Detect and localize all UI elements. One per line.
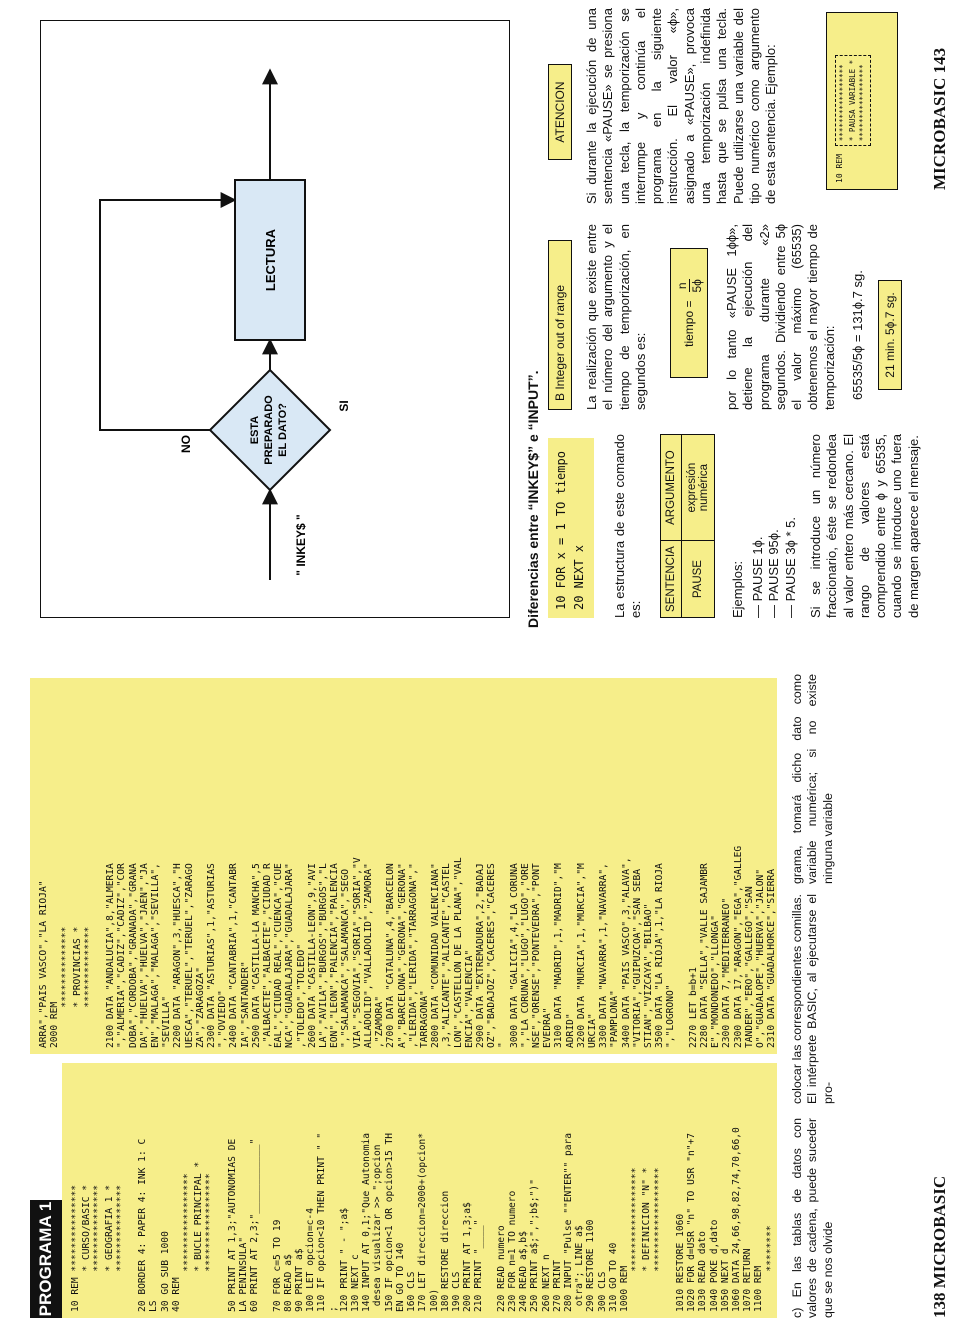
program-line: ***************** <box>182 1173 194 1312</box>
pause-banner-line: * PAUSA VARIABLE * <box>848 59 857 142</box>
program-line: ZA","ZARAGOZA" <box>194 967 206 1048</box>
pause-banner <box>835 55 871 146</box>
program-line: 2800 DATA "COMUNIDAD VALENCIANA" <box>430 863 442 1048</box>
para-por-lo-tanto: por lo tanto «PAUSE 1ϕϕ», detiene la ejecución del programa durante «2» segundos. Dividiendo entre 5ϕ el valor máximo (65535) obtenemos el mayor tiempo de temporización: <box>724 224 837 410</box>
para-pause: Si durante la ejecución de una sentencia «PAUSE» se presiona una tecla, la temporización se interrumpe y continúa el programa en la siguiente instrucción. El valor «ϕ», asignado a «PAUSE», provoca una temporización indefinida hasta que se pulsa una tecla. Puede utilizarse una variable del tipo numérico como argumento de esta sentencia. Ejemplo: <box>584 8 779 204</box>
flowchart <box>30 0 510 640</box>
program-line: 2300 DATA "ASTURIAS",1,"ASTURIAS <box>206 863 218 1048</box>
program-line: 2310 DATA "GUADALHORCE","SIERRA <box>766 868 777 1048</box>
ejemplo-item: — PAUSE 1ϕ. <box>750 536 765 618</box>
atencion-box: ATENCION <box>548 64 572 160</box>
program-line: E","MONDONEDO","LLONGA" <box>710 915 722 1048</box>
program-line: 20 BORDER 4: PAPER 4: INK 1: C <box>137 1138 149 1312</box>
program-line: 50 PRINT AT 1,3;"AUTONOMIAS DE <box>226 1138 238 1312</box>
program-line <box>94 684 105 1048</box>
program-listing-left <box>62 1063 777 1318</box>
program-line: A","BARCELONA","GERONA","GERONA" <box>396 863 408 1048</box>
program-line: 280 INPUT "Pulse ""ENTER"" para <box>562 1132 574 1312</box>
program-line: IA","SANTANDER" <box>239 961 251 1048</box>
para-fraccionario: Si se introduce un número fraccionario, éste se redondea al valor entero más cercano. El rango de valores está comprendido entre ϕ y 65535, cuando se introduce uno fuera de margen aparece el mensaje. <box>808 434 921 618</box>
formula-denominator: 5ϕ <box>689 279 704 293</box>
program-line <box>216 1069 227 1312</box>
program-line: TARRAGONA" <box>418 990 430 1048</box>
para-realizacion: La realización que existe entre el número del argumento y el tiempo de temporización, en segundos es: <box>584 224 648 410</box>
program-line: 1070 RETURN <box>742 1248 754 1312</box>
program-line: 60 PRINT AT 2,3;"____________" <box>249 1138 261 1312</box>
program-line: ************** <box>82 926 94 1048</box>
program-line: 2000 REM <box>49 1001 61 1048</box>
program-line: 1010 RESTORE 1060 <box>674 1213 686 1312</box>
program-line: LON","CASTELLON DE LA PLANA","VAL <box>452 857 464 1048</box>
program-line: ,"TOLEDO","TOLEDO" <box>295 944 307 1048</box>
error-message-box: B Integer out of range <box>548 240 572 410</box>
program-line: 100) <box>428 1288 440 1312</box>
program-line: 160 CLS <box>406 1271 418 1312</box>
program-line: UESCA","TERUEL","TERUEL","ZARAGO <box>183 863 195 1048</box>
program-line: 310 GO TO 40 <box>607 1242 619 1312</box>
program-line: EN","MALAGA","MALAGA","SEVILLA", <box>150 863 162 1048</box>
pause-banner-line: ***************** <box>858 64 867 142</box>
program-line: ","LOGRONO" <box>665 984 677 1048</box>
para-estructura: La estructura de este comando es: <box>612 434 644 618</box>
program-line: 2300 DATA 7,"MEDITERRANEO" <box>721 897 733 1048</box>
program-line <box>126 1069 137 1312</box>
program-line: 2700 DATA "CATALUNA",4,"BARCELON <box>385 863 397 1048</box>
basic-code-line: 20 NEXT x <box>572 544 586 610</box>
flowchart-caption: Diferencias entre “INKEY$” e “INPUT”. <box>525 370 541 628</box>
program-line: 260 NEXT n <box>540 1254 552 1312</box>
pause-example-listing <box>835 19 871 183</box>
program-line: 270 PRINT <box>551 1260 563 1312</box>
program-line: 220 READ numero <box>495 1225 507 1312</box>
program-line: ","LA CORUNA","LUGO","LUGO","ORE <box>519 863 531 1048</box>
program-line: 1030 READ dato <box>697 1231 709 1312</box>
program-line: 250 PRINT a$;",";b$;")" <box>529 1179 541 1312</box>
program-line: 230 FOR n=1 TO numero <box>506 1190 518 1312</box>
program-line <box>776 1069 777 1312</box>
left-decision-label: PREPARADO <box>263 395 275 465</box>
program-line: ************** <box>60 926 72 1048</box>
program-line: "VITORIA","GUIPUZCOA","SAN SEBA <box>631 868 643 1048</box>
program-line: 210 PRINT "____" <box>473 1219 485 1312</box>
program-line: EON","LEON","PALENCIA","PALENCIA <box>329 863 341 1048</box>
program-line: 2600 DATA "CASTILLA-LEON",9,"AVI <box>306 863 318 1048</box>
left-no-loop <box>100 200 235 430</box>
program-line: 2200 DATA "ARAGON",3,"HUESCA","H <box>172 863 184 1048</box>
basic-code-box <box>548 438 594 618</box>
program-line <box>260 1069 271 1312</box>
formula-fraction <box>675 279 704 292</box>
program-line: 100 LET opcion=c-4 <box>305 1208 317 1312</box>
program-line: VIA","SEGOVIA","SORIA","SORIA","V <box>351 857 363 1048</box>
program-line: 2300 DATA 17,"ARAGON","EGA","GALLEG <box>732 845 744 1048</box>
program-line: * GEOGRAFIA 1 * <box>103 1184 115 1312</box>
program-line: 3100 DATA "MADRID",1,"MADRID","M <box>553 863 565 1048</box>
program-line: desea visualizar >> ";opcion <box>372 1144 384 1312</box>
program-line: 30 GO SUB 1000 <box>159 1231 171 1312</box>
basic-code-line: 10 FOR x = 1 TO tiempo <box>554 451 568 610</box>
program-line: 3200 DATA "MURCIA",1,"MURCIA","M <box>575 863 587 1048</box>
program-line: ,"ZAMORA" <box>374 996 386 1048</box>
program-line: *************** <box>114 1184 126 1312</box>
program-line <box>677 684 688 1048</box>
program-line: ,"LERIDA","LERIDA","TARRAGONA"," <box>407 863 419 1048</box>
program-line: LA PENINSULA" <box>238 1236 250 1312</box>
formula-numerator: n <box>675 279 690 292</box>
program-line: 1040 POKE d,dato <box>708 1219 720 1312</box>
program-line: * DEFINICION "N" * <box>641 1167 653 1312</box>
program-line: otra"; LINE a$ <box>574 1225 586 1312</box>
table-cell-argument: expresión numérica <box>682 435 715 541</box>
program-line: 3500 DATA "LA RIOJA",1,"LA RIOJA <box>654 863 666 1048</box>
left-decision-label: EL DATO? <box>277 403 289 457</box>
program-line: 180 RESTORE direccion <box>439 1190 451 1312</box>
program-line: 1100 REM <box>753 1265 765 1312</box>
program-line: ","OVIEDO" <box>217 990 229 1048</box>
left-text-col3: grama, tomará dicho dato como variable numérica; si no existe ninguna variable <box>790 674 835 884</box>
program-line: ","ALMERIA","CADIZ","CADIZ","COR <box>116 863 128 1048</box>
program-line: 2280 DATA "SELLA","VALLE SAJAMBR <box>698 863 710 1048</box>
ejemplos-list <box>750 434 799 618</box>
program-line: 2270 LET b=b+1 <box>687 967 699 1048</box>
left-no-label: NO <box>179 435 193 453</box>
program-line: OZ","BADAJOZ","CACERES","CACERES <box>486 863 498 1048</box>
program-line: 1060 DATA 24,66,98,82,74,70,66,0 <box>730 1127 742 1312</box>
program-line: 40 REM <box>170 1277 182 1312</box>
program-line: EVEDRA" <box>542 1007 554 1048</box>
left-text-col1: c) En las tablas de datos con valores de cadena, puede suceder que se nos olvide <box>790 1118 835 1318</box>
pause-example-box <box>826 12 898 190</box>
pause-banner-line: ***************** <box>838 64 847 142</box>
program-line: 190 CLS <box>450 1271 462 1312</box>
left-diagram-caption: " INKEY$ " <box>294 514 308 576</box>
program-tab: PROGRAMA 1 <box>30 1200 62 1318</box>
program-line: ******** <box>764 1225 776 1312</box>
program-line: 150 IF opcion<1 OR opcion>15 TH <box>383 1132 395 1312</box>
program-line: 300 CLS <box>596 1271 608 1312</box>
program-line: NCA","GUADALAJARA","GUADALAJARA" <box>284 863 296 1048</box>
program-line: URCIA" <box>586 1013 598 1048</box>
program-line: 10 REM *************** <box>70 1184 81 1312</box>
program-line: ,"ALBACETE","ALBACETE","CIUDAD R <box>262 863 274 1048</box>
program-line: 80 READ a$ <box>282 1254 294 1312</box>
program-line: LA","AVILA","BURGOS","BURGOS","L <box>318 863 330 1048</box>
sentence-table <box>660 434 715 618</box>
program-line: 1020 FOR d=USR "n" TO USR "n"+7 <box>686 1132 698 1312</box>
folio-right: MICROBASIC 143 <box>930 47 949 190</box>
program-line: 130 NEXT c <box>350 1254 362 1312</box>
program-line: 2400 DATA "CANTABRIA",1,"CANTABR <box>228 863 240 1048</box>
program-line: ARRA","PAIS VASCO","LA RIOJA" <box>38 880 49 1048</box>
program-line: TANDER","ERO","GALLEGO","SAN <box>743 886 755 1048</box>
program-line: DA","HUELVA","HUELVA","JAEN","JA <box>138 863 150 1048</box>
program-line: 1050 NEXT d <box>719 1248 731 1312</box>
program-line: NSE","ORENSE","PONTEVEDRA","PONT <box>530 863 542 1048</box>
program-line: 90 PRINT a$ <box>294 1248 306 1312</box>
calc-result-box: 21 min. 5ϕ.7 sg. <box>878 280 902 390</box>
program-line <box>485 1069 496 1312</box>
program-line: ***************** <box>204 1173 216 1312</box>
program-line: 2100 DATA "ANDALUCIA",8,"ALMERIA <box>105 863 117 1048</box>
program-line: ENCIA","VALENCIA" <box>463 949 475 1048</box>
program-listing-right <box>30 678 777 1054</box>
program-line: ADRID" <box>564 1013 576 1048</box>
ejemplos-title: Ejemplos: <box>730 560 745 618</box>
program-line: "PAMPLONA" <box>609 990 621 1048</box>
program-line: * CURSO/BASIC * <box>81 1184 93 1312</box>
program-line: 3400 DATA "PAIS VASCO",3,"ALAVA", <box>620 857 632 1048</box>
tiempo-formula-box <box>670 248 708 378</box>
calc-line: 65535/5ϕ = 131ϕ.7 sg. <box>850 270 865 400</box>
left-decision-label: ESTA <box>249 415 261 445</box>
table-header-sentencia: SENTENCIA <box>661 541 682 618</box>
program-line: 110 IF opcion<10 THEN PRINT " " <box>316 1132 328 1312</box>
program-line: * BUCLE PRINCIPAL * <box>193 1161 205 1312</box>
program-line <box>664 1069 675 1312</box>
program-line: DOBA","CORDOBA","GRANADA","GRANA <box>127 863 139 1048</box>
program-line: 2500 DATA "CASTILLA-LA MANCHA",5 <box>250 863 262 1048</box>
program-line: LS <box>148 1300 160 1312</box>
program-line: ALLADOLID","VALLADOLID","ZAMORA" <box>362 863 374 1048</box>
ejemplo-item: — PAUSE 95ϕ. <box>766 529 782 618</box>
program-line: 240 READ a$,b$ <box>518 1231 530 1312</box>
table-header-argumento: ARGUMENTO <box>661 435 682 541</box>
program-line: ","SALAMANCA","SALAMANCA","SEGO <box>340 868 352 1048</box>
left-text-col2: colocar las correspondientes comillas. El intérprete BASIC, al ejecutarse el pro- <box>790 894 835 1104</box>
program-line: 290 RESTORE 1100 <box>585 1219 597 1312</box>
program-line: *************** <box>92 1184 104 1312</box>
formula-lhs: tiempo = <box>682 300 696 347</box>
program-line: 120 PRINT " - ";a$ <box>338 1208 350 1312</box>
program-line: 200 PRINT AT 1,3;a$ <box>462 1202 474 1312</box>
program-line: ****************** <box>630 1167 642 1312</box>
program-line: 140 INPUT AT 0,1;"Que Autonomia <box>361 1132 373 1312</box>
program-line: EN GO TO 140 <box>394 1242 406 1312</box>
program-line: "SEVILLA" <box>161 996 173 1048</box>
program-line: EAL","CIUDAD REAL","CUENCA","CUE <box>273 863 285 1048</box>
program-line: STIAN","VIZCAYA","BILBAO" <box>642 903 654 1048</box>
program-line: 170 LET direccion=2000+(opcion* <box>417 1132 429 1312</box>
program-line: 2900 DATA "EXTREMADURA",2,"BADAJ <box>474 863 486 1048</box>
left-process-label: LECTURA <box>263 228 278 292</box>
program-line: 1000 REM <box>618 1265 630 1312</box>
pause-line-number: 10 REM <box>835 154 844 183</box>
program-line: * PROVINCIAS * <box>71 926 83 1048</box>
program-line: ; <box>327 1306 339 1312</box>
ejemplo-item: — PAUSE 3ϕ * 5. <box>782 517 798 618</box>
program-line: ****************** <box>652 1167 664 1312</box>
program-line: " <box>497 1042 509 1048</box>
program-line: ,3,"ALICANTE","ALICANTE","CASTEL <box>441 863 453 1048</box>
left-yes-label: SI <box>337 400 351 412</box>
program-line: 3300 DATA "NAVARRA",1,"NAVARRA", <box>598 863 610 1048</box>
program-line: O","GUADALOPE","HUERVA","JALON" <box>755 868 766 1048</box>
program-line: 70 FOR c=5 TO 19 <box>271 1219 283 1312</box>
folio-left: 138 MICROBASIC <box>930 1175 949 1318</box>
program-line: 3000 DATA "GALICIA",4,"LA CORUNA <box>508 863 520 1048</box>
table-cell-pause: PAUSE <box>682 541 715 618</box>
